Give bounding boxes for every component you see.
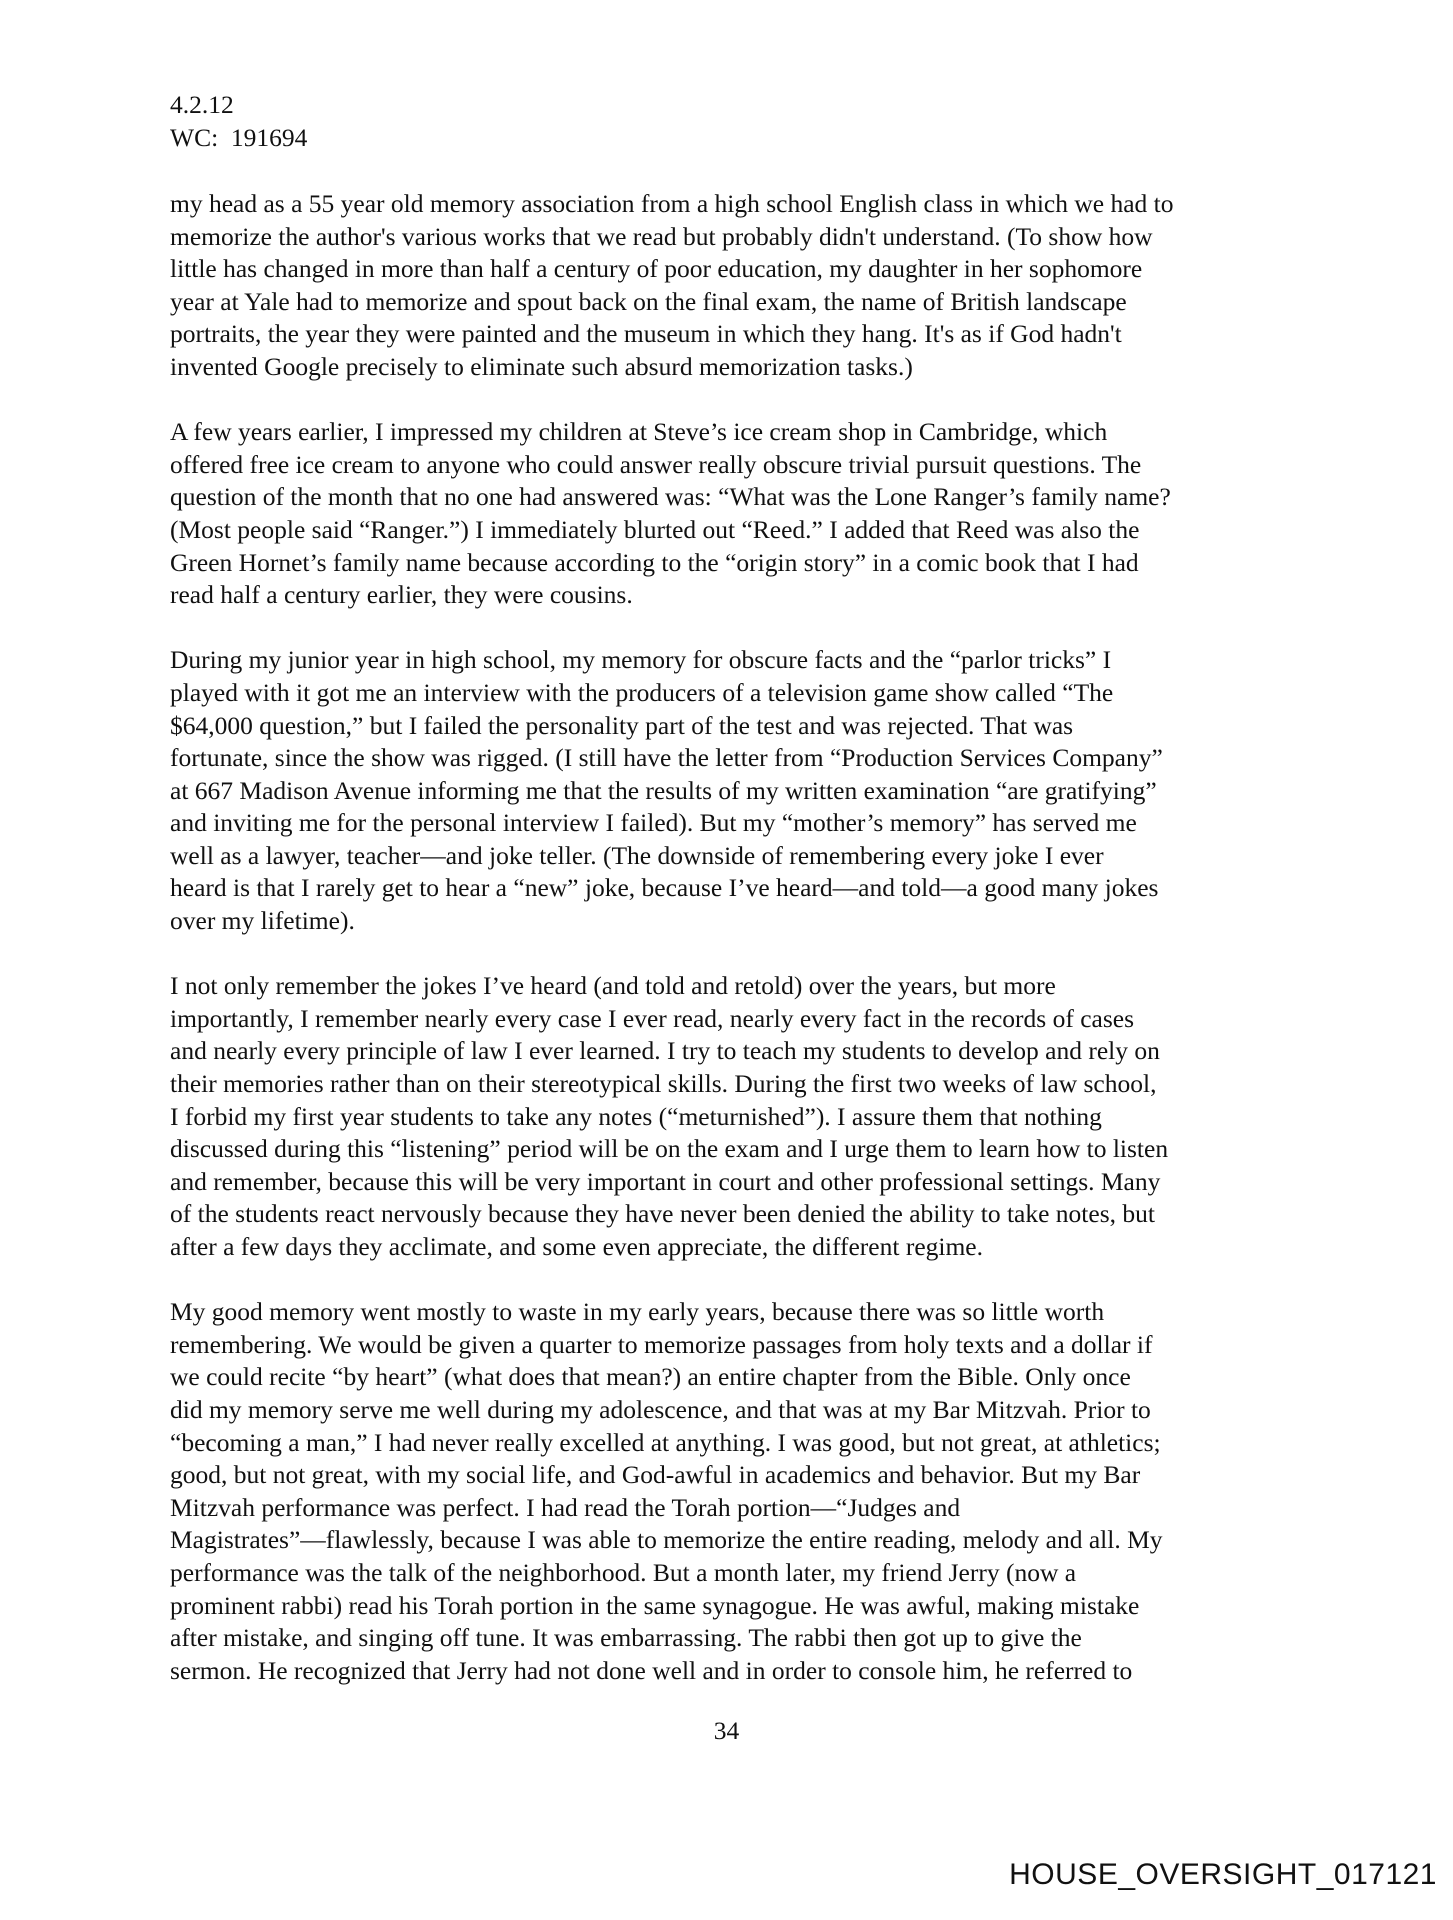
- text-line: and remember, because this will be very important in court and other professional settings. Many: [170, 1166, 1161, 1196]
- text-line: fortunate, since the show was rigged. (I still have the letter from “Production Services Company”: [170, 743, 1163, 773]
- text-line: memorize the author's various works that we read but probably didn't understand. (To show how: [170, 221, 1153, 251]
- text-line: offered free ice cream to anyone who could answer really obscure trivial pursuit questions. The: [170, 449, 1142, 479]
- text-line: discussed during this “listening” period will be on the exam and I urge them to learn how to listen: [170, 1134, 1169, 1164]
- text-line: “becoming a man,” I had never really excelled at anything. I was good, but not great, at athletics;: [170, 1427, 1161, 1457]
- text-line: and inviting me for the personal interview I failed). But my “mother’s memory” has served me: [170, 808, 1137, 838]
- text-line: after mistake, and singing off tune. It was embarrassing. The rabbi then got up to give the: [170, 1623, 1082, 1653]
- text-line: their memories rather than on their stereotypical skills. During the first two weeks of law school,: [170, 1069, 1157, 1099]
- text-line: good, but not great, with my social life, and God-awful in academics and behavior. But my Bar: [170, 1460, 1141, 1490]
- text-line: we could recite “by heart” (what does that mean?) an entire chapter from the Bible. Only once: [170, 1362, 1131, 1392]
- bates-number: HOUSE_OVERSIGHT_017121: [1009, 1858, 1437, 1891]
- text-line: I not only remember the jokes I’ve heard (and told and retold) over the years, but more: [170, 971, 1056, 1001]
- text-line: remembering. We would be given a quarter to memorize passages from holy texts and a dollar if: [170, 1329, 1153, 1359]
- text-line: did my memory serve me well during my adolescence, and that was at my Bar Mitzvah. Prior to: [170, 1394, 1151, 1424]
- text-line: Green Hornet’s family name because according to the “origin story” in a comic book that I had: [170, 547, 1139, 577]
- text-line: sermon. He recognized that Jerry had not done well and in order to console him, he referred to: [170, 1655, 1133, 1685]
- text-line: year at Yale had to memorize and spout back on the final exam, the name of British landscape: [170, 286, 1127, 316]
- text-line: after a few days they acclimate, and some even appreciate, the different regime.: [170, 1232, 983, 1261]
- page-number: 34: [713, 1716, 740, 1745]
- text-line: $64,000 question,” but I failed the personality part of the test and was rejected. That was: [170, 710, 1074, 740]
- text-line: and nearly every principle of law I ever learned. I try to teach my students to develop and rely on: [170, 1036, 1160, 1066]
- paragraph: [170, 1296, 1285, 1687]
- text-line: A few years earlier, I impressed my children at Steve’s ice cream shop in Cambridge, which: [170, 417, 1108, 447]
- text-line: my head as a 55 year old memory association from a high school English class in which we had to: [170, 189, 1174, 218]
- text-line: little has changed in more than half a century of poor education, my daughter in her sophomore: [170, 254, 1143, 284]
- text-line: played with it got me an interview with the producers of a television game show called “The: [170, 677, 1114, 707]
- text-line: heard is that I rarely get to hear a “new” joke, because I’ve heard—and told—a good many jokes: [170, 873, 1159, 903]
- text-line: (Most people said “Ranger.”) I immediately blurted out “Reed.” I added that Reed was also the: [170, 514, 1140, 544]
- text-line: of the students react nervously because they have never been denied the ability to take notes, but: [170, 1199, 1155, 1229]
- paragraph: [170, 416, 1285, 612]
- header-word-count: WC: 191694: [170, 123, 308, 152]
- text-line: importantly, I remember nearly every case I ever read, nearly every fact in the records of cases: [170, 1003, 1135, 1033]
- text-line: My good memory went mostly to waste in my early years, because there was so little worth: [170, 1297, 1105, 1327]
- text-line: read half a century earlier, they were cousins.: [170, 580, 633, 610]
- body-text: [170, 188, 1285, 1720]
- text-line: Mitzvah performance was perfect. I had read the Torah portion—“Judges and: [170, 1492, 961, 1522]
- document-header: [170, 88, 307, 154]
- text-line: performance was the talk of the neighborhood. But a month later, my friend Jerry (now a: [170, 1557, 1077, 1587]
- header-date: 4.2.12: [170, 90, 234, 119]
- text-line: prominent rabbi) read his Torah portion in the same synagogue. He was awful, making mistake: [170, 1590, 1140, 1620]
- text-line: at 667 Madison Avenue informing me that the results of my written examination “are gratifying”: [170, 775, 1157, 805]
- text-line: Magistrates”—flawlessly, because I was able to memorize the entire reading, melody and all. My: [170, 1525, 1163, 1555]
- text-line: I forbid my first year students to take any notes (“meturnished”). I assure them that nothing: [170, 1101, 1102, 1131]
- text-line: During my junior year in high school, my memory for obscure facts and the “parlor tricks” I: [170, 645, 1112, 675]
- paragraph: [170, 644, 1285, 937]
- text-line: portraits, the year they were painted and the museum in which they hang. It's as if God hadn't: [170, 319, 1122, 349]
- text-line: well as a lawyer, teacher—and joke teller. (The downside of remembering every joke I ever: [170, 840, 1104, 870]
- text-line: invented Google precisely to eliminate such absurd memorization tasks.): [170, 351, 913, 381]
- text-line: question of the month that no one had answered was: “What was the Lone Ranger’s family name?: [170, 482, 1171, 512]
- paragraph: [170, 188, 1285, 384]
- paragraph: [170, 970, 1285, 1263]
- text-line: over my lifetime).: [170, 906, 355, 936]
